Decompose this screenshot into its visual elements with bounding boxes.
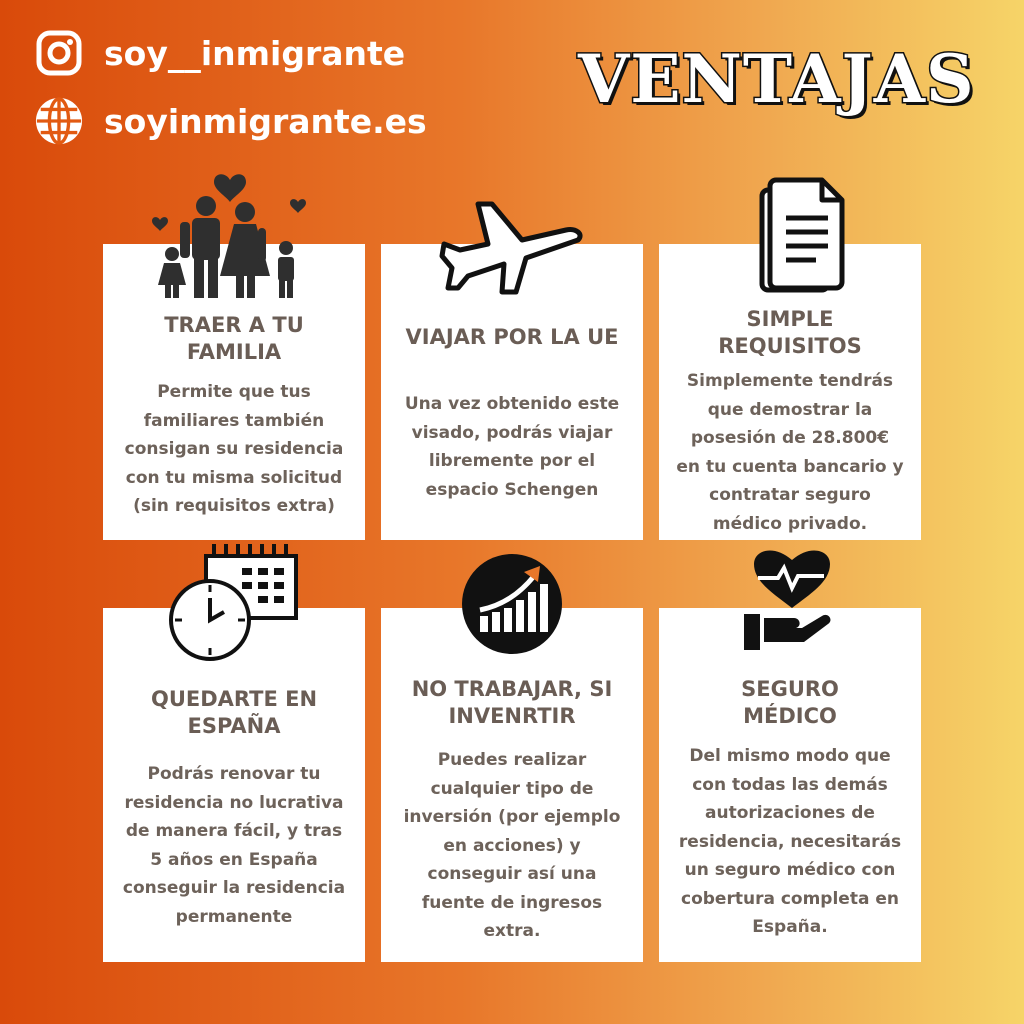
documents-icon [756, 176, 850, 300]
airplane-icon [438, 196, 588, 300]
card-text: Una vez obtenido este visado, podrás viajar libremente por el espacio Schengen [404, 394, 620, 500]
instagram-icon [34, 28, 84, 78]
growth-chart-icon [458, 550, 566, 662]
page-title: VENTAJAS [578, 40, 975, 118]
card-text: Simplemente tendrás que demostrar la posesión de 28.800€ en tu cuenta bancario y contratar seguro médico privado. [676, 371, 904, 534]
globe-icon [34, 96, 84, 146]
card-title: SIMPLE REQUISITOS [718, 307, 862, 358]
family-icon [150, 168, 310, 304]
card-title: QUEDARTE EN ESPAÑA [150, 687, 318, 738]
card-title: TRAER A TU FAMILIA [164, 313, 304, 364]
health-insurance-icon [742, 548, 842, 656]
calendar-clock-icon [166, 540, 302, 668]
card-text: Permite que tus familiares también consigan su residencia con tu misma solicitud (sin requisitos extra) [124, 382, 344, 516]
card-title: NO TRABAJAR, SI INVENRTIR [411, 677, 613, 728]
card-health [659, 608, 921, 962]
card-title: VIAJAR POR LA UE [405, 325, 619, 349]
website-url: soyinmigrante.es [104, 101, 427, 141]
website-link[interactable] [34, 96, 427, 146]
card-text: Del mismo modo que con todas las demás autorizaciones de residencia, necesitarás un seguro médico con cobertura completa en España. [678, 746, 902, 937]
card-title: SEGURO MÉDICO [741, 677, 839, 728]
instagram-link[interactable] [34, 28, 405, 78]
instagram-handle: soy__inmigrante [104, 33, 406, 73]
card-text: Puedes realizar cualquier tipo de inversión (por ejemplo en acciones) y conseguir así una fuente de ingresos extra. [403, 750, 621, 941]
card-text: Podrás renovar tu residencia no lucrativa de manera fácil, y tras 5 años en España conseguir la residencia permanente [122, 764, 346, 927]
